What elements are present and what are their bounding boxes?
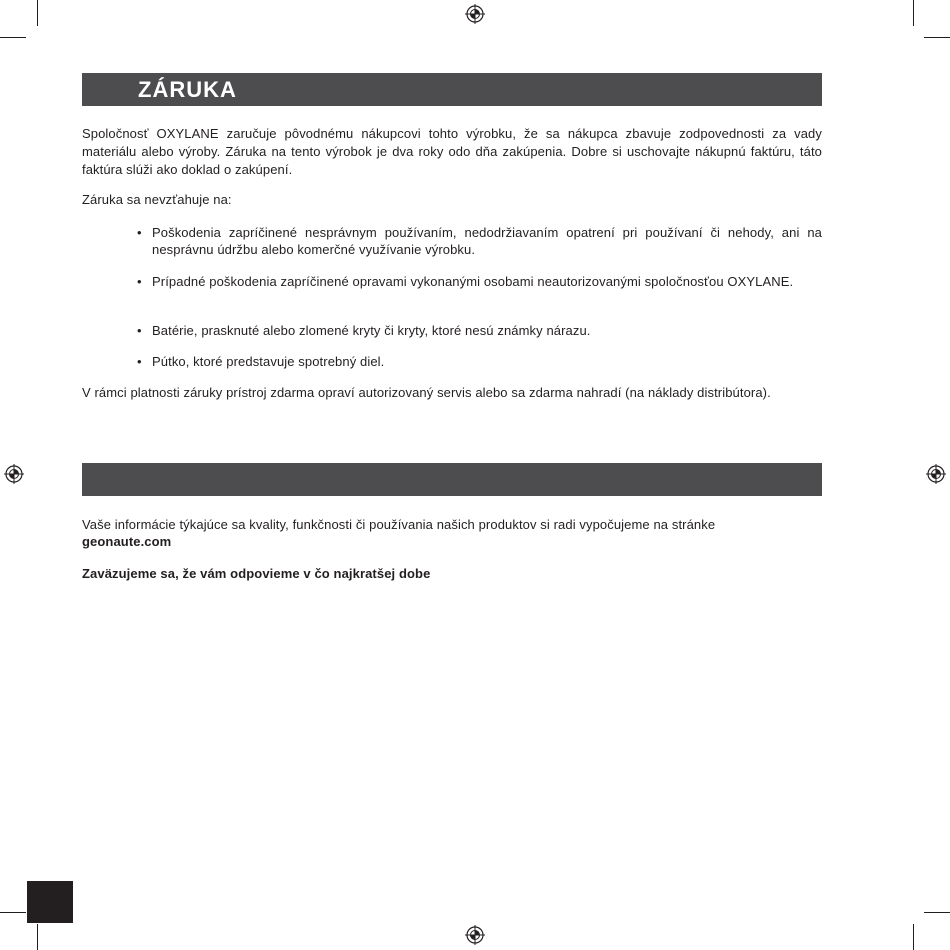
list-item: • Prípadné poškodenia zapríčinené opravami vykonanými osobami neautorizovanými spoločnosťou OXYLANE. xyxy=(137,273,822,290)
crop-mark xyxy=(37,924,38,950)
registration-mark-icon xyxy=(4,464,24,484)
warranty-closing: V rámci platnosti záruky prístroj zdarma opraví autorizovaný servis alebo sa zdarma nahradí (na náklady distribútora). xyxy=(82,385,771,400)
crop-mark xyxy=(0,912,26,913)
warranty-title: ZÁRUKA xyxy=(138,77,237,102)
response-promise: Zaväzujeme sa, že vám odpovieme v čo najkratšej dobe xyxy=(82,566,431,581)
crop-mark xyxy=(924,912,950,913)
contact-info-text: Vaše informácie týkajúce sa kvality, funkčnosti či používania našich produktov si radi vypočujeme na stránke xyxy=(82,517,716,532)
contact-header-bar xyxy=(82,463,822,496)
crop-mark xyxy=(913,924,914,950)
crop-mark xyxy=(37,0,38,26)
crop-mark xyxy=(913,0,914,26)
exclusions-heading: Záruka sa nevzťahuje na: xyxy=(82,192,232,207)
list-item: • Pútko, ktoré predstavuje spotrebný diel. xyxy=(137,353,822,370)
registration-mark-icon xyxy=(926,464,946,484)
warranty-intro: Spoločnosť OXYLANE zaručuje pôvodnému nákupcovi tohto výrobku, že sa nákupca zbavuje zodpovednosti za vady materiálu alebo výroby. Záruka na tento výrobok je dva roky odo dňa zakúpenia. Dobre si uschovajte nákupnú faktúru, táto faktúra slúži ako doklad o zakúpení. xyxy=(82,126,822,177)
list-item: • Batérie, prasknuté alebo zlomené kryty či kryty, ktoré nesú známky nárazu. xyxy=(137,322,822,339)
crop-mark xyxy=(924,37,950,38)
page-number-tab xyxy=(27,881,73,923)
registration-mark-icon xyxy=(465,925,485,945)
crop-mark xyxy=(0,37,26,38)
website-link[interactable]: geonaute.com xyxy=(82,534,172,549)
list-item: • Poškodenia zapríčinené nesprávnym používaním, nedodržiavaním opatrení pri používaní či nehody, ani na nesprávnu údržbu alebo komerčné využívanie výrobku. xyxy=(137,224,822,258)
warranty-header-bar xyxy=(82,73,822,106)
contact-info xyxy=(82,516,822,550)
registration-mark-icon xyxy=(465,4,485,24)
